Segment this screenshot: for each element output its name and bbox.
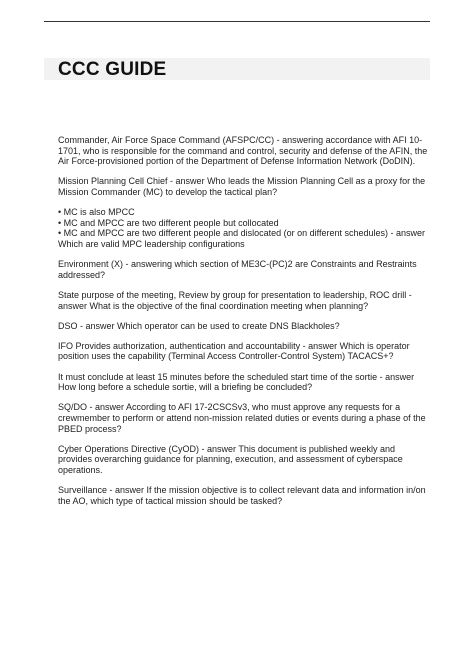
qa-item-6: IFO Provides authorization, authentication and accountability - answer Which is operator position uses the capability (Terminal Access Controller-Control System) TACACS+? [58,340,410,362]
bullet-item-3: • MC and MPCC are two different people and dislocated (or on different schedules) - answer Which are valid MPC leadership configurations [58,228,426,249]
bullet-item-2: • MC and MPCC are two different people but collocated [58,217,279,228]
qa-item-1: Commander, Air Force Space Command (AFSPC/CC) - answering accordance with AFI 10-1701, who is responsible for the command and control, security and defense of the AFIN, the Air Force-provisioned portion of the Department of Defense Information Network (DoDIN). [58,135,428,167]
qa-item-4: State purpose of the meeting, Review by group for presentation to leadership, ROC drill - answer What is the objective of the final coordination meeting when planning? [58,289,412,311]
qa-item-10: Surveillance - answer If the mission objective is to collect relevant data and information in/on the AO, which type of tactical mission should be tasked? [58,485,426,506]
qa-item-2: Mission Planning Cell Chief - answer Who leads the Mission Planning Cell as a proxy for the Mission Commander (MC) to develop the tactical plan? [58,176,426,197]
qa-item-5: DSO - answer Which operator can be used to create DNS Blackholes? [58,320,340,331]
qa-item-7: It must conclude at least 15 minutes before the scheduled start time of the sortie - answer How long before a schedule sortie, will a briefing be concluded? [58,371,415,393]
top-rule [44,21,430,22]
bullet-list [58,207,430,249]
document-body [58,135,430,516]
bullet-item-1: • MC is also MPCC [58,207,135,218]
qa-item-8: SQ/DO - answer According to AFI 17-2CSCSv3, who must approve any requests for a crewmember to perform or attend non-mission related duties or events during a phase of the PBED process? [58,402,426,434]
qa-item-3: Environment (X) - answering which section of ME3C-(PC)2 are Constraints and Restraints addressed? [58,259,417,280]
qa-item-9: Cyber Operations Directive (CyOD) - answer This document is published weekly and provides overarching guidance for planning, execution, and assessment of cyberspace operations. [58,443,403,475]
page-title: CCC GUIDE [58,59,167,80]
